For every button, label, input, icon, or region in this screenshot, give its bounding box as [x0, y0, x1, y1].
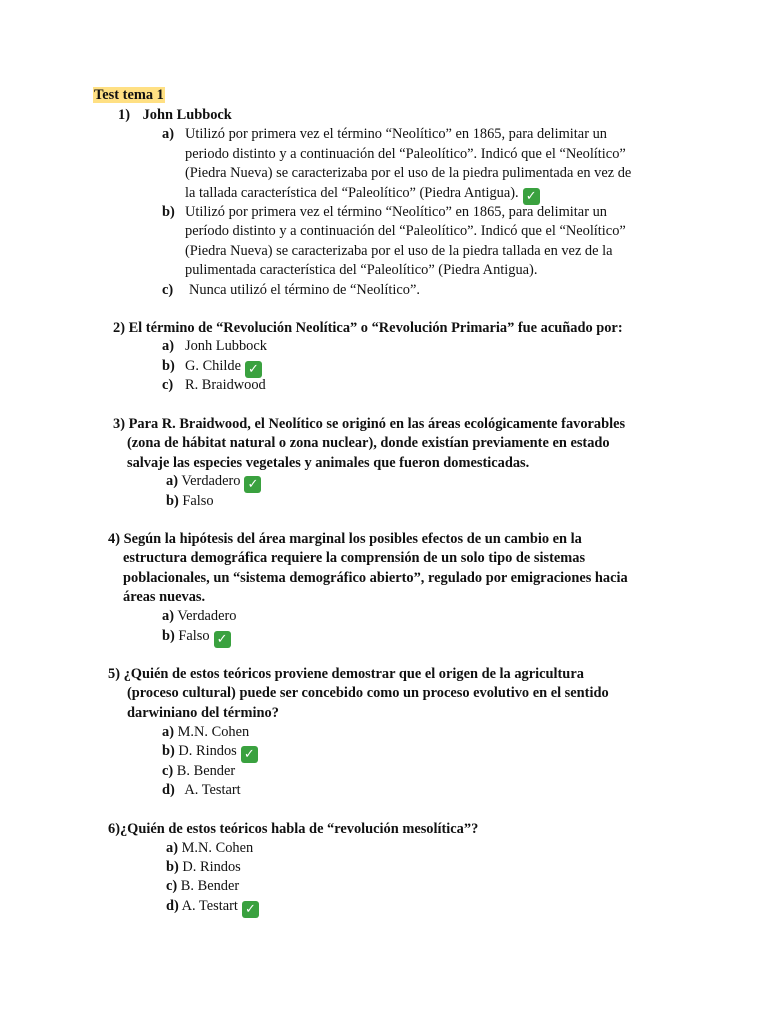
q2-option-b-text: G. Childe ✓ — [185, 357, 262, 378]
q1-option-b-line: (Piedra Nueva) se caracterizaba por el uso de la piedra tallada en vez de la — [185, 243, 613, 259]
q1-option-a-label: a) — [162, 126, 174, 142]
q1-option-a-line: periodo distinto y a continuación del “Paleolítico”. Indicó que el “Neolítico” — [185, 146, 626, 162]
q1-option-a-line: (Piedra Nueva) se caracterizaba por el uso de la piedra pulimentada en vez de — [185, 165, 632, 181]
q2-option-a-text: Jonh Lubbock — [185, 338, 267, 354]
q5-option-c: c) B. Bender — [162, 763, 236, 779]
q5-option-b: b) D. Rindos ✓ — [162, 742, 258, 763]
correct-check-icon: ✓ — [245, 361, 262, 378]
correct-check-icon: ✓ — [242, 901, 259, 918]
question-3-line: salvaje las especies vegetales y animales que fueron domesticadas. — [127, 455, 530, 471]
q6-option-d: d) A. Testart ✓ — [166, 897, 259, 918]
q5-option-d: d) A. Testart — [162, 782, 241, 798]
correct-check-icon: ✓ — [214, 631, 231, 648]
q3-option-a: a) Verdadero ✓ — [166, 472, 261, 493]
question-6: 6)¿Quién de estos teóricos habla de “revolución mesolítica”? — [108, 821, 479, 837]
q2-option-c-label: c) — [162, 377, 174, 393]
q1-option-c-label: c) — [162, 282, 174, 298]
q1-option-a-line-last: la tallada característica del “Paleolítico” (Piedra Antigua). ✓ — [185, 184, 540, 205]
q3-option-b: b) Falso — [166, 493, 214, 509]
q1-option-a-line: Utilizó por primera vez el término “Neolítico” en 1865, para delimitar un — [185, 126, 607, 142]
q6-option-b: b) D. Rindos — [166, 859, 241, 875]
q1-option-b-line: pulimentada característica del “Paleolítico” (Piedra Antigua). — [185, 262, 538, 278]
q4-option-b: b) Falso ✓ — [162, 627, 231, 648]
q1-option-b-line: Utilizó por primera vez el término “Neolítico” en 1865, para delimitar un — [185, 204, 607, 220]
q6-option-a: a) M.N. Cohen — [166, 840, 254, 856]
correct-check-icon: ✓ — [244, 476, 261, 493]
q2-option-b-label: b) — [162, 358, 175, 374]
test-title — [93, 86, 165, 105]
q2-option-a-label: a) — [162, 338, 174, 354]
question-4-line: estructura demográfica requiere la comprensión de un solo tipo de sistemas — [123, 550, 586, 566]
question-3-line: 3) Para R. Braidwood, el Neolítico se originó en las áreas ecológicamente favorables — [113, 416, 626, 432]
question-3-line: (zona de hábitat natural o zona nuclear), donde existían previamente en estado — [127, 435, 610, 451]
q1-option-b-line: período distinto y a continuación del “Paleolítico”. Indicó que el “Neolítico” — [185, 223, 626, 239]
title-highlight: Test tema 1 — [94, 87, 164, 103]
q5-option-a: a) M.N. Cohen — [162, 724, 250, 740]
correct-check-icon: ✓ — [523, 188, 540, 205]
correct-check-icon: ✓ — [241, 746, 258, 763]
q1-option-c-text: Nunca utilizó el término de “Neolítico”. — [189, 282, 420, 298]
question-4-line: poblacionales, un “sistema demográfico abierto”, regulado por emigraciones hacia — [123, 570, 628, 586]
q1-option-b-label: b) — [162, 204, 175, 220]
question-5-line: darwiniano del término? — [127, 705, 279, 721]
question-5-line: 5) ¿Quién de estos teóricos proviene demostrar que el origen de la agricultura — [108, 666, 584, 682]
q2-option-c-text: R. Braidwood — [185, 377, 266, 393]
question-5-line: (proceso cultural) puede ser concebido como un proceso evolutivo en el sentido — [127, 685, 609, 701]
question-2: 2) El término de “Revolución Neolítica” o “Revolución Primaria” fue acuñado por: — [113, 320, 623, 336]
question-4-line: 4) Según la hipótesis del área marginal los posibles efectos de un cambio en la — [108, 531, 582, 547]
q4-option-a: a) Verdadero — [162, 608, 237, 624]
question-1: 1) John Lubbock — [118, 107, 232, 123]
q6-option-c: c) B. Bender — [166, 878, 240, 894]
question-4-line: áreas nuevas. — [123, 589, 206, 605]
